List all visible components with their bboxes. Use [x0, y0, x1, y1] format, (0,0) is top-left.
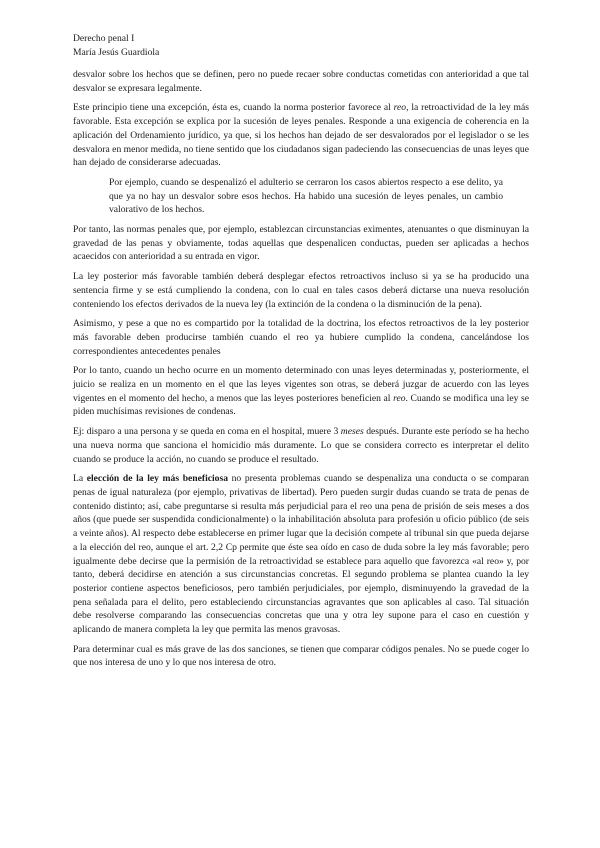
bold-term: elección de la ley más beneficiosa: [86, 473, 228, 485]
page-header: [73, 32, 159, 59]
paragraph: Por tanto, las normas penales que, por ejemplo, establezcan circunstancias eximentes, atenuantes o que disminuyan la gravedad de las penas y obviamente, todas aquellas que despenalicen conductas, pueden ser aplicadas a hechos acaecidos con anterioridad a su entrada en vigor.: [73, 224, 529, 263]
paragraph: Por lo tanto, cuando un hecho ocurre en un momento determinado con unas leyes determinadas y, posteriormente, el juicio se realiza en un momento en el que las leyes vigentes son otras, se deberá juzgar de acuerdo con las leyes vigentes en el momento del hecho, a menos que las leyes posteriores beneficien al reo. Cuando se modifica una ley se piden muchísimas revisiones de condenas.: [73, 365, 529, 418]
paragraph: Este principio tiene una excepción, ésta es, cuando la norma posterior favorece al reo, la retroactividad de la ley más favorable. Esta excepción se explica por la sucesión de leyes penales. Responde a una exigencia de coherencia en la aplicación del Ordenamiento jurídico, ya que, si los hechos han dejado de ser desvalorados por el legislador o se les desvalora en menor medida, no tiene sentido que los ciudadanos sigan padeciendo las consecuencias de unas leyes que han dejado de considerarse adecuadas.: [73, 102, 529, 169]
document-body: [73, 68, 529, 676]
paragraph: Para determinar cual es más grave de las dos sanciones, se tienen que comparar códigos penales. No se puede coger lo que nos interesa de uno y lo que nos interesa de otro.: [73, 643, 529, 669]
example-paragraph: Por ejemplo, cuando se despenalizó el adulterio se cerraron los casos abiertos respecto a ese delito, ya que ya no hay un desvalor sobre esos hechos. Ha habido una sucesión de leyes penales, un cambio valorativo de los hechos.: [109, 176, 503, 216]
paragraph: desvalor sobre los hechos que se definen, pero no puede recaer sobre conductas cometidas con anterioridad a que tal desvalor se expresara legalmente.: [73, 69, 529, 94]
header-subject: Derecho penal I: [73, 33, 135, 44]
example-paragraph: Ej: disparo a una persona y se queda en coma en el hospital, muere 3 meses después. Durante este período se ha hecho una nueva norma que sanciona el homicidio más duramente. Lo que se considera correcto es interpretar el delito cuando se produce la acción, no cuando se produce el resultado.: [73, 426, 530, 465]
paragraph: La ley posterior más favorable también deberá desplegar efectos retroactivos incluso si ya se ha producido una sentencia firme y se está cumpliendo la condena, con lo cual en tales casos deberá dictarse una nueva resolución conteniendo los efectos derivados de la nueva ley (la extinción de la condena o la disminución de la pena).: [73, 271, 529, 310]
paragraph: La elección de la ley más beneficiosa no presenta problemas cuando se despenaliza una conducta o se comparan penas de igual naturaleza (por ejemplo, privativas de libertad). Pero pueden surgir dudas cuando se trata de penas de contenido distinto; así, cabe preguntarse si resulta más perjudicial para el reo una pena de prisión de seis meses a dos años (que puede ser suspendida condicionalmente) o la inhabilitación absoluta para profesión u oficio público (de seis a veinte años). Al respecto debe establecerse en primer lugar que la decisión compete al tribunal sin que pueda dejarse a la elección del reo, aunque el art. 2,2 Cp permite que éste sea oído en caso de duda sobre la ley más favorable; pero igualmente debe decirse que la permisión de la retroactividad se establece para aquello que favorezca «al reo» y, por tanto, deberá decidirse en atención a sus circunstancias concretas. El segundo problema se plantea cuando la ley posterior contiene aspectos beneficiosos, pero también perjudiciales, por ejemplo, disminuyendo la gravedad de la pena señalada para el delito, pero estableciendo circunstancias agravantes que son aplicables al caso. Tal situación debe resolverse comparando las consecuencias concretas que una y otra ley supone para el caso en cuestión y aplicando de manera completa la ley que permita las menos gravosas.: [73, 473, 529, 636]
paragraph: Asimismo, y pese a que no es compartido por la totalidad de la doctrina, los efectos retroactivos de la ley posterior más favorable deben producirse también cuando el reo ya hubiere cumplido la condena, cancelándose los correspondientes antecedentes penales: [73, 318, 529, 357]
header-author: María Jesús Guardiola: [73, 46, 160, 58]
